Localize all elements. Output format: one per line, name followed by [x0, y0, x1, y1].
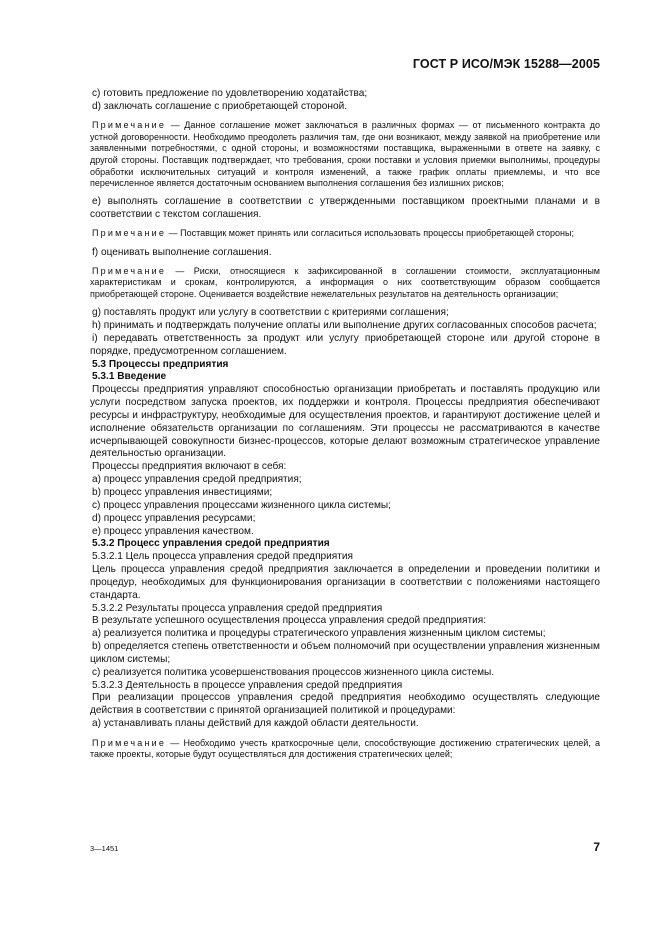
note-paragraph	[90, 266, 600, 301]
note-label: Примечание	[92, 120, 167, 131]
clause-heading-5-3-2-2: 5.3.2.2 Результаты процесса управления средой предприятия	[92, 602, 383, 614]
note-text: — Данное соглашение может заключаться в различных формах — от письменного контракта до устной договоренности. Необходимо преодолеть различия там, где они возникают, между заявкой на приобретение или заявленными потребностями, с одной стороны, и возможностями поставщика, выраженными в ответе на заявку, с другой стороны. Поставщик подтверждает, что требования, сроки поставки и условия приемки выполнимы, процедуры обработки исключительных ситуаций и контроля изменений, а также график оплаты приемлемы, и что все перечисленное является достаточным основанием выполнения соглашения без излишних рисков;	[90, 120, 600, 189]
print-code: 3—1451	[90, 844, 119, 853]
body-paragraph: Процессы предприятия включают в себя:	[92, 461, 287, 473]
subsection-heading-5-3-2: 5.3.2 Процесс управления средой предприятия	[92, 538, 330, 550]
clause-heading-5-3-2-1: 5.3.2.1 Цель процесса управления средой предприятия	[92, 551, 353, 563]
note-text: — Поставщик может принять или согласиться использовать процессы приобретающей стороны;	[168, 228, 574, 239]
subsection-heading-5-3-1: 5.3.1 Введение	[92, 371, 167, 383]
list-item-b: b) процесс управления инвестициями;	[92, 486, 273, 498]
list-item-e: e) выполнять соглашение в соответствии с утвержденными поставщиком проектными планами и в соответствии с текстом соглашения.	[90, 196, 600, 221]
list-item-c: c) реализуется политика усовершенствования процессов жизненного цикла системы.	[92, 666, 495, 678]
body-paragraph: Процессы предприятия управляют способностью организации приобретать и поставлять продукцию или услуги посредством запуска проектов, их поддержки и контроля. Процессы предприятия обеспечивают ресурсы и инфраструктуру, необходимые для осуществления проектов, и гарантируют достижение целей и исполнение обязательств организации по соглашениям. Эти процессы не рассматриваются в качестве исчерпывающей совокупности бизнес-процессов, которые делают возможным стратегическое управление деятельностью организации.	[90, 384, 600, 460]
note-label: Примечание	[92, 265, 167, 276]
list-item-c: c) готовить предложение по удовлетворению ходатайства;	[92, 88, 368, 99]
list-item-d: d) процесс управления ресурсами;	[92, 512, 256, 524]
note-label: Примечание	[92, 228, 167, 239]
note-text: — Необходимо учесть краткосрочные цели, способствующие достижению стратегических целей, а также проекты, которые будут осуществляться для достижения стратегических целей;	[90, 737, 600, 760]
list-item-g: g) поставлять продукт или услугу в соответствии с критериями соглашения;	[92, 307, 449, 319]
note-label: Примечание	[92, 737, 167, 748]
page-body	[90, 88, 600, 761]
body-paragraph: При реализации процессов управления средой предприятия необходимо осуществлять следующие действия в соответствии с принятой организацией политикой и процедурами:	[90, 692, 600, 717]
note-text: — Риски, относящиеся к зафиксированной в соглашении стоимости, эксплуатационным характеристикам и срокам, контролируются, а информация о них соответствующим образом сообщается приобретающей стороне. Оценивается воздействие нежелательных результатов на деятельность организации;	[90, 265, 600, 300]
list-item-b: b) определяется степень ответственности и объем полномочий при осуществлении управления жизненным циклом системы;	[90, 641, 600, 665]
document-code-header: ГОСТ Р ИСО/МЭК 15288—2005	[412, 57, 600, 71]
list-item-a: a) устанавливать планы действий для каждой области деятельности.	[92, 718, 419, 730]
list-item-a: a) реализуется политика и процедуры стратегического управления жизненным циклом системы;	[92, 628, 546, 640]
body-paragraph: Цель процесса управления средой предприятия заключается в определении и проведении политики и процедур, необходимых для функционирования организации в соответствии с положениями настоящего стандарта.	[90, 564, 600, 601]
list-item-a: a) процесс управления средой предприятия;	[92, 474, 302, 486]
body-paragraph: В результате успешного осуществления процесса управления средой предприятия:	[92, 615, 487, 627]
list-item-c: c) процесс управления процессами жизненного цикла системы;	[92, 499, 391, 511]
list-item-d: d) заключать соглашение с приобретающей стороной.	[92, 100, 348, 112]
list-item-f: f) оценивать выполнение соглашения.	[92, 246, 272, 258]
list-item-e: e) процесс управления качеством.	[92, 525, 254, 537]
note-paragraph	[90, 120, 600, 190]
clause-heading-5-3-2-3: 5.3.2.3 Деятельность в процессе управления средой предприятия	[92, 679, 403, 691]
page-number: 7	[593, 840, 600, 854]
section-heading-5-3: 5.3 Процессы предприятия	[92, 358, 229, 370]
note-paragraph	[90, 738, 600, 761]
list-item-h: h) принимать и подтверждать получение оплаты или выполнение других согласованных способов расчета;	[92, 320, 597, 331]
note-paragraph	[90, 228, 600, 240]
list-item-i: i) передавать ответственность за продукт или услугу приобретающей стороне или другой стороне в порядке, предусмотренном соглашением.	[90, 332, 600, 357]
